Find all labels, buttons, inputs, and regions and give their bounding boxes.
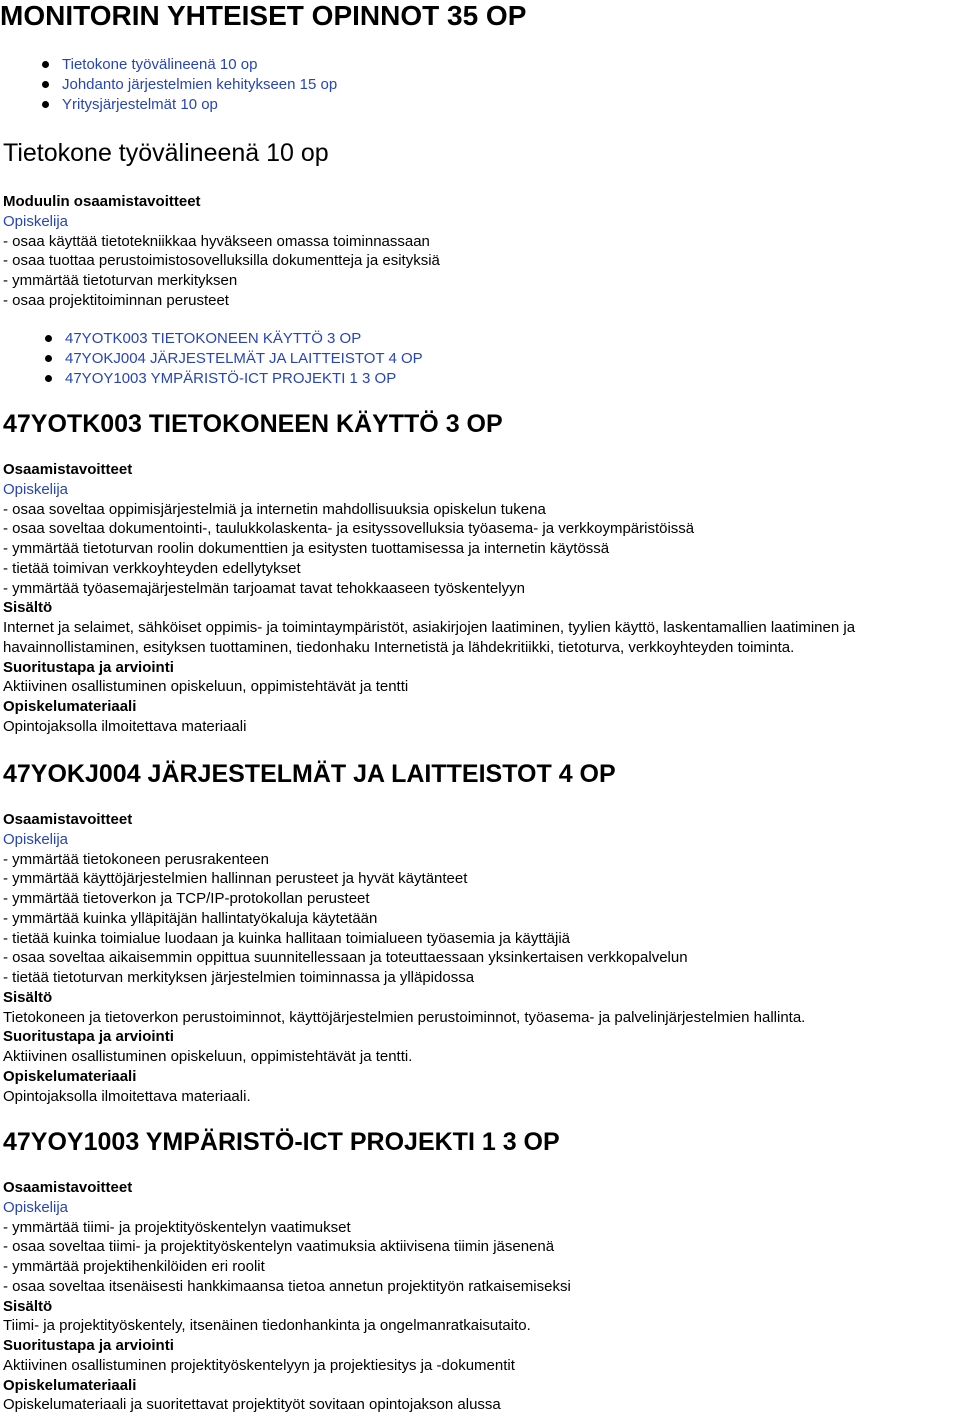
material-label: Opiskelumateriaali bbox=[3, 1067, 137, 1085]
material-text: Opiskelumateriaali ja suoritettavat projektityöt sovitaan opintojakson alussa bbox=[3, 1396, 501, 1414]
method-label: Suoritustapa ja arviointi bbox=[3, 1337, 174, 1354]
student-label: Opiskelija bbox=[3, 212, 69, 230]
goal-item: - osaa soveltaa oppimisjärjestelmiä ja internetin mahdollisuuksia opiskelun tukena bbox=[3, 500, 546, 518]
student-label: Opiskelija bbox=[3, 1198, 69, 1216]
course-section bbox=[3, 1178, 958, 1415]
course-title: 47YOKJ004 JÄRJESTELMÄT JA LAITTEISTOT 4 OP bbox=[3, 760, 616, 788]
material-text: Opintojaksolla ilmoitettava materiaali. bbox=[3, 1087, 251, 1105]
goal-item: - ymmärtää tietoverkon ja TCP/IP-protokollan perusteet bbox=[3, 890, 370, 907]
module-heading: Tietokone työvälineenä 10 op bbox=[3, 139, 329, 167]
goal-item: - ymmärtää kuinka ylläpitäjän hallintatyökaluja käytetään bbox=[3, 909, 378, 927]
method-label: Suoritustapa ja arviointi bbox=[3, 658, 174, 676]
goal-item: - ymmärtää käyttöjärjestelmien hallinnan perusteet ja hyvät käytänteet bbox=[3, 870, 468, 888]
goal-item: - osaa käyttää tietotekniikkaa hyväkseen omassa toiminnassaan bbox=[3, 232, 430, 250]
content-label: Sisältö bbox=[3, 988, 53, 1006]
goal-item: - osaa soveltaa aikaisemmin oppittua suunnitellessaan ja toteuttaessaan yksinkertaisen verkkopalvelun bbox=[3, 949, 688, 967]
bullet-icon bbox=[45, 375, 52, 382]
material-text: Opintojaksolla ilmoitettava materiaali bbox=[3, 717, 247, 735]
method-text: Aktiivinen osallistuminen opiskeluun, oppimistehtävät ja tentti. bbox=[3, 1048, 413, 1065]
goal-item: - ymmärtää tiimi- ja projektityöskentelyn vaatimukset bbox=[3, 1218, 351, 1236]
goal-item: - osaa soveltaa dokumentointi-, taulukkolaskenta- ja esityssovelluksia työasema- ja verkkoympäristöissä bbox=[3, 520, 695, 538]
goals-label: Osaamistavoitteet bbox=[3, 461, 133, 478]
goal-item: - ymmärtää tietoturvan roolin dokumenttien ja esitysten tuottamisessa ja internetin käytössä bbox=[3, 540, 610, 557]
content-text: Tietokoneen ja tietoverkon perustoiminnot, käyttöjärjestelmien perustoiminnot, työasema- ja palvelinjärjestelmien hallinta. bbox=[3, 1008, 806, 1026]
content-text: Tiimi- ja projektityöskentely, itsenäinen tiedonhankinta ja ongelmanratkaisutaito. bbox=[3, 1317, 531, 1335]
module-goals-heading: Moduulin osaamistavoitteet bbox=[3, 193, 201, 210]
goal-item: - osaa tuottaa perustoimistosovelluksilla dokumentteja ja esityksiä bbox=[3, 252, 440, 270]
course-title: 47YOTK003 TIETOKONEEN KÄYTTÖ 3 OP bbox=[3, 410, 503, 438]
bullet-icon bbox=[45, 355, 52, 362]
course-link[interactable]: 47YOTK003 TIETOKONEEN KÄYTTÖ 3 OP bbox=[45, 329, 423, 349]
goal-item: - osaa projektitoiminnan perusteet bbox=[3, 291, 229, 309]
goal-item: - ymmärtää projektihenkilöiden eri roolit bbox=[3, 1258, 265, 1275]
toc-item[interactable]: Tietokone työvälineenä 10 op bbox=[42, 55, 337, 75]
course-link[interactable]: 47YOY1003 YMPÄRISTÖ-ICT PROJEKTI 1 3 OP bbox=[45, 369, 423, 389]
student-label: Opiskelija bbox=[3, 830, 69, 848]
goal-item: - ymmärtää työasemajärjestelmän tarjoamat tavat tehokkaaseen työskentelyyn bbox=[3, 579, 525, 597]
student-label: Opiskelija bbox=[3, 480, 69, 498]
material-label: Opiskelumateriaali bbox=[3, 1376, 137, 1394]
content-label: Sisältö bbox=[3, 599, 53, 617]
table-of-contents bbox=[42, 55, 337, 114]
course-list bbox=[45, 329, 423, 388]
goal-item: - tietää tietoturvan merkityksen järjestelmien toiminnassa ja ylläpidossa bbox=[3, 969, 475, 986]
method-label: Suoritustapa ja arviointi bbox=[3, 1028, 174, 1046]
method-text: Aktiivinen osallistuminen opiskeluun, oppimistehtävät ja tentti bbox=[3, 678, 409, 696]
goal-item: - osaa soveltaa itsenäisesti hankkimaansa tietoa annetun projektityön ratkaisemiseksi bbox=[3, 1277, 571, 1295]
goal-item: - tietää toimivan verkkoyhteyden edellytykset bbox=[3, 559, 301, 577]
material-label: Opiskelumateriaali bbox=[3, 698, 137, 715]
course-section bbox=[3, 810, 958, 1106]
bullet-icon bbox=[45, 335, 52, 342]
content-label: Sisältö bbox=[3, 1297, 53, 1315]
bullet-icon bbox=[42, 81, 49, 88]
bullet-icon bbox=[42, 101, 49, 108]
goal-item: - tietää kuinka toimialue luodaan ja kuinka hallitaan toimialueen työasemia ja käyttäjiä bbox=[3, 929, 570, 947]
toc-item[interactable]: Yritysjärjestelmät 10 op bbox=[42, 95, 337, 115]
goals-label: Osaamistavoitteet bbox=[3, 811, 133, 828]
toc-item[interactable]: Johdanto järjestelmien kehitykseen 15 op bbox=[42, 75, 337, 95]
content-text: Internet ja selaimet, sähköiset oppimis- ja toimintaympäristöt, asiakirjojen laatiminen, tyylien käyttö, laskentamallien laatiminen ja havainnollistaminen, esityksen tuottaminen, tiedonhaku Internetistä ja lähdekritiikki, tietoturva, verkkoyhteyden toiminta. bbox=[3, 619, 856, 656]
goal-item: - ymmärtää tietoturvan merkityksen bbox=[3, 272, 238, 289]
goal-item: - ymmärtää tietokoneen perusrakenteen bbox=[3, 850, 269, 868]
course-link[interactable]: 47YOKJ004 JÄRJESTELMÄT JA LAITTEISTOT 4 OP bbox=[45, 349, 423, 369]
goal-item: - osaa soveltaa tiimi- ja projektityöskentelyn vaatimuksia aktiivisena tiimin jäsenenä bbox=[3, 1238, 555, 1256]
course-section bbox=[3, 460, 958, 737]
page-title: MONITORIN YHTEISET OPINNOT 35 OP bbox=[0, 0, 527, 31]
course-title: 47YOY1003 YMPÄRISTÖ-ICT PROJEKTI 1 3 OP bbox=[3, 1128, 560, 1156]
goals-label: Osaamistavoitteet bbox=[3, 1179, 133, 1196]
module-goals bbox=[3, 192, 958, 311]
method-text: Aktiivinen osallistuminen projektityöskentelyyn ja projektiesitys ja -dokumentit bbox=[3, 1356, 515, 1374]
bullet-icon bbox=[42, 61, 49, 68]
